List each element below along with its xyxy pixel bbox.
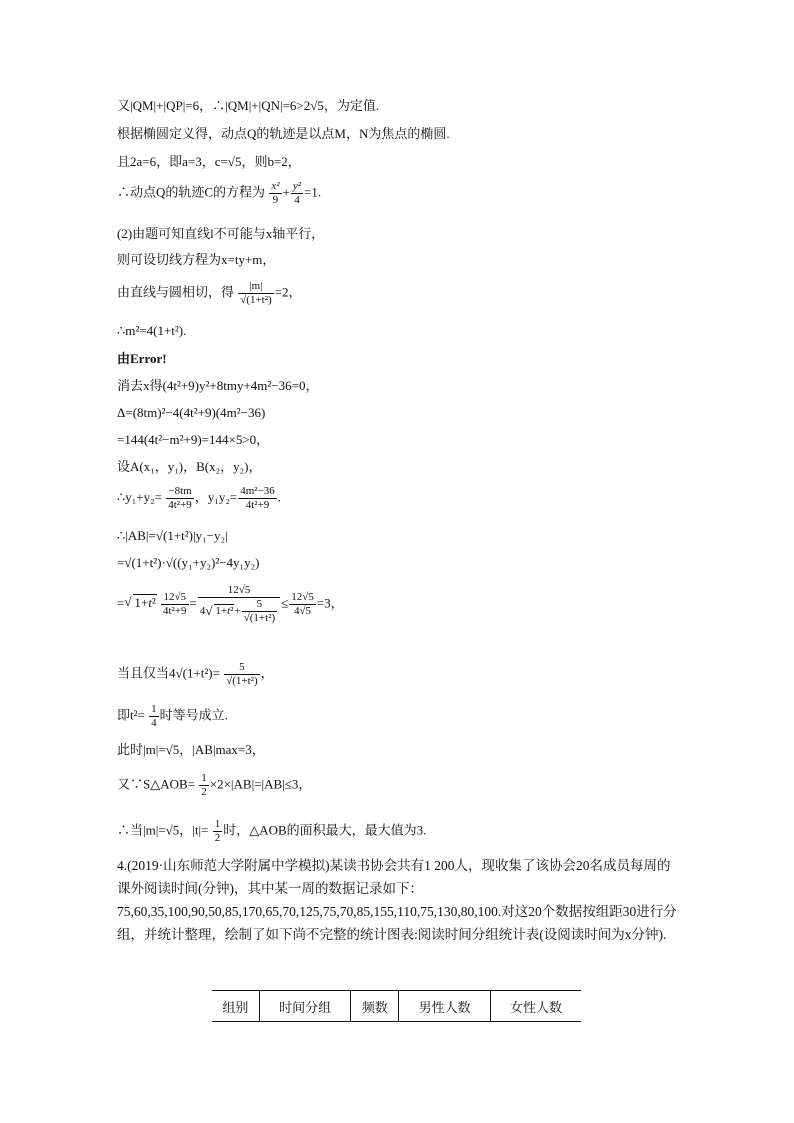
- line-19: 即t²= $\frac{1}{4}$ 时等号成立.: [117, 703, 228, 729]
- fraction-1-over-2-b: $\frac{1}{2}$: [214, 818, 221, 844]
- line-1: 又|QM|+|QP|=6，∴|QM|+|QN|=6>2√5，为定值.: [117, 98, 380, 113]
- fraction-product: $\frac{\text{4m²−36}}{\text{4t²+9}}$: [240, 485, 275, 511]
- line-10: 消去x得(4t²+9)y²+8tmy+4m²−36=0，: [117, 378, 319, 393]
- line-7: 由直线与圆相切，得 $\frac{|m|}{\text{√(1+t²)}}$ =2，: [117, 280, 302, 306]
- line-9-error: 由Error!: [117, 351, 167, 366]
- line-5: (2)由题可知直线l不可能与x轴平行，: [117, 226, 325, 241]
- line-2: 根据椭圆定义得，动点Q的轨迹是以点M，N为焦点的椭圆.: [117, 126, 450, 141]
- fraction-absm-over-sqrt: $\frac{|m|}{\text{√(1+t²)}}$: [240, 280, 272, 306]
- line-22: ∴当|m|=√5，|t|= $\frac{1}{2}$ 时，△AOB的面积最大，最大值为3.: [117, 818, 427, 844]
- reading-time-table: [212, 990, 581, 1022]
- fraction-x2-over-9: $\frac{\text{x²}}{9}$: [271, 180, 280, 206]
- line-18: 当且仅当4√(1+t²)= $\frac{5}{\text{√(1+t²)}}$ ，: [117, 661, 274, 687]
- sqrt-1-plus-t2: √ 1+t²: [124, 594, 156, 612]
- fraction-12r5-over-den: $\frac{12√5}{\text{4t²+9}}$: [162, 591, 187, 617]
- line-15: ∴|AB|=√(1+t²)|y₁−y₂|: [117, 528, 228, 543]
- fraction-12r5-over-4r5: $\frac{12√5}{4√5}$: [291, 591, 314, 617]
- line-12: =144(4t²−m²+9)=144×5>0，: [117, 432, 270, 447]
- table-header-frequency: 频数: [351, 991, 399, 1022]
- fraction-sum: $\frac{-8tm}{\text{4t²+9}}$: [168, 485, 192, 511]
- line-17: =√ 1+t² $\frac{12√5}{\text{4t²+9}}$ = 12√5 4√ 1+t²+ $\frac{5}{\text{√(1+t²)}}$ ≤ $\frac{12√5}{4√5}$ =3，: [117, 584, 344, 625]
- line-21: 又∵S△AOB= $\frac{1}{2}$ ×2×|AB|=|AB|≤3，: [117, 772, 312, 798]
- line-4: ∴动点Q的轨迹C的方程为 $\frac{\text{x²}}{9}$ + $\frac{\text{y²}}{4}$ =1.: [117, 180, 322, 206]
- line-14: ∴y₁+y₂= $\frac{-8tm}{\text{4t²+9}}$ ，y₁y₂= $\frac{\text{4m²−36}}{\text{4t²+9}}$ .: [117, 485, 282, 511]
- table-header-time: 时间分组: [259, 991, 350, 1022]
- fraction-1-over-4: $\frac{1}{4}$: [151, 703, 157, 729]
- line-8: ∴m²=4(1+t²).: [117, 323, 187, 338]
- line-11: Δ=(8tm)²−4(4t²+9)(4m²−36): [117, 405, 266, 420]
- fraction-y2-over-4: $\frac{\text{y²}}{4}$: [292, 180, 302, 206]
- line-20: 此时|m|=√5，|AB|max=3，: [117, 742, 265, 757]
- fraction-5-over-sqrt: $\frac{5}{\text{√(1+t²)}}$: [226, 661, 258, 687]
- table-header-group: 组别: [212, 991, 259, 1022]
- table-header-row: [212, 991, 581, 1022]
- line-13: 设A(x₁，y₁)，B(x₂，y₂)，: [117, 459, 262, 474]
- table-header-male: 男性人数: [399, 991, 490, 1022]
- problem-4-text: 4.(2019·山东师范大学附属中学模拟)某读书协会共有1 200人，现收集了该协会20名成员每周的课外阅读时间(分钟)，其中某一周的数据记录如下：75,60,35,100,90,50,85,170,65,70,125,75,70,85,155,110,75,130,80,100.对这20个数据按组距30进行分组，并统计整理，绘制了如下尚不完整的统计图表:阅读时间分组统计表(设阅读时间为x分钟).: [117, 858, 677, 942]
- line-16: =√(1+t²)·√((y₁+y₂)²−4y₁y₂): [117, 555, 260, 570]
- line-3: 且2a=6，即a=3，c=√5，则b=2，: [117, 154, 301, 169]
- fraction-complex: 12√5 4√ 1+t²+ $\frac{5}{\text{√(1+t²)}}$: [198, 584, 280, 625]
- table-header-female: 女性人数: [490, 991, 581, 1022]
- fraction-1-over-2: $\frac{1}{2}$: [201, 772, 207, 798]
- line-6: 则可设切线方程为x=ty+m，: [117, 252, 276, 267]
